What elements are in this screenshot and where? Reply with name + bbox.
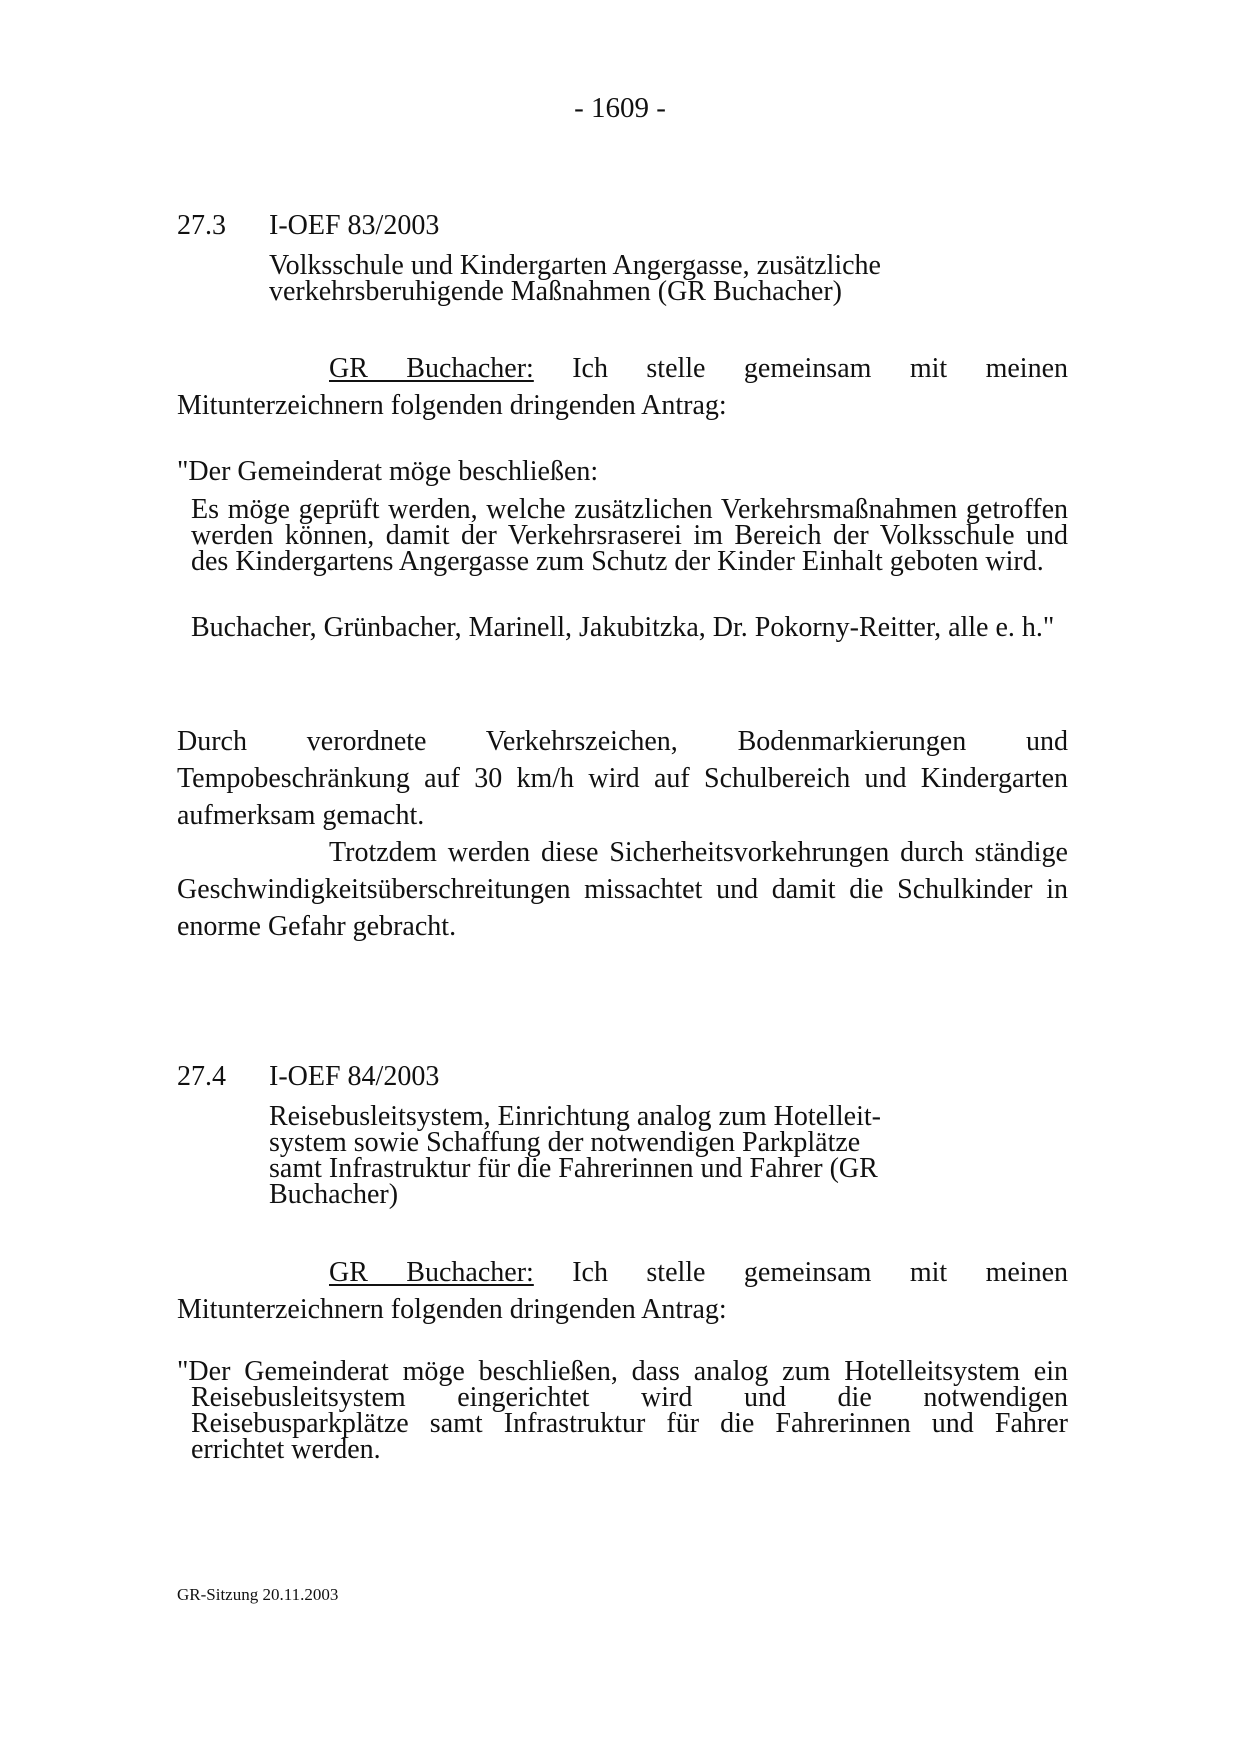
intro-text: Ich stelle gemeinsam mit meinen Mitunterzeichnern folgenden dringenden Antrag: — [177, 1257, 1068, 1325]
body-paragraph: Trotzdem werden diese Sicherheitsvorkehrungen durch ständige Geschwindigkeitsüberschreitungen missachtet und damit die Schulkinder in enorme Gefahr gebracht. — [177, 837, 1068, 942]
subject-line: system sowie Schaffung der notwendigen Parkplätze — [269, 1127, 861, 1158]
subject-line: samt Infrastruktur für die Fahrerinnen und Fahrer (GR — [269, 1153, 878, 1184]
speaker-name: GR Buchacher: — [329, 353, 534, 384]
signatories: Buchacher, Grünbacher, Marinell, Jakubitzka, Dr. Pokorny-Reitter, alle e. h." — [191, 612, 1055, 643]
intro-paragraph — [177, 1254, 1068, 1328]
subject-line: verkehrsberuhigende Maßnahmen (GR Buchacher) — [269, 276, 843, 307]
item-code: I-OEF 84/2003 — [269, 1061, 440, 1092]
motion-text: "Der Gemeinderat möge beschließen, dass analog zum Hotelleitsystem ein Reisebusleitsystem eingerichtet wird und die notwendigen Reisebusparkplätze samt Infrastruktur für die Fahrerinnen und Fahrer errichtet werden. — [177, 1356, 1068, 1465]
subject-line: Buchacher) — [269, 1179, 399, 1210]
item-number: 27.3 — [177, 210, 226, 241]
item-subject — [269, 1101, 927, 1210]
motion-body: Es möge geprüft werden, welche zusätzlichen Verkehrsmaßnahmen getroffen werden können, damit der Verkehrsraserei im Bereich der Volksschule und des Kindergartens Angergasse zum Schutz der Kinder Einhalt geboten wird. — [191, 494, 1068, 577]
footer-session: GR-Sitzung 20.11.2003 — [177, 1585, 339, 1604]
body-paragraph: Durch verordnete Verkehrszeichen, Bodenmarkierungen und Tempobeschränkung auf 30 km/h wird auf Schulbereich und Kindergarten aufmerksam gemacht. — [177, 726, 1068, 831]
item-number: 27.4 — [177, 1061, 226, 1092]
subject-line: Reisebusleitsystem, Einrichtung analog zum Hotelleit- — [269, 1101, 881, 1132]
item-subject — [269, 250, 927, 307]
page-number: - 1609 - — [574, 92, 666, 124]
intro-text: Ich stelle gemeinsam mit meinen Mitunterzeichnern folgenden dringenden Antrag: — [177, 353, 1068, 421]
speaker-name: GR Buchacher: — [329, 1257, 534, 1288]
motion-head: "Der Gemeinderat möge beschließen: — [177, 456, 599, 487]
intro-paragraph — [177, 350, 1068, 424]
subject-line: Volksschule und Kindergarten Angergasse, zusätzliche — [269, 250, 881, 281]
item-code: I-OEF 83/2003 — [269, 210, 440, 241]
